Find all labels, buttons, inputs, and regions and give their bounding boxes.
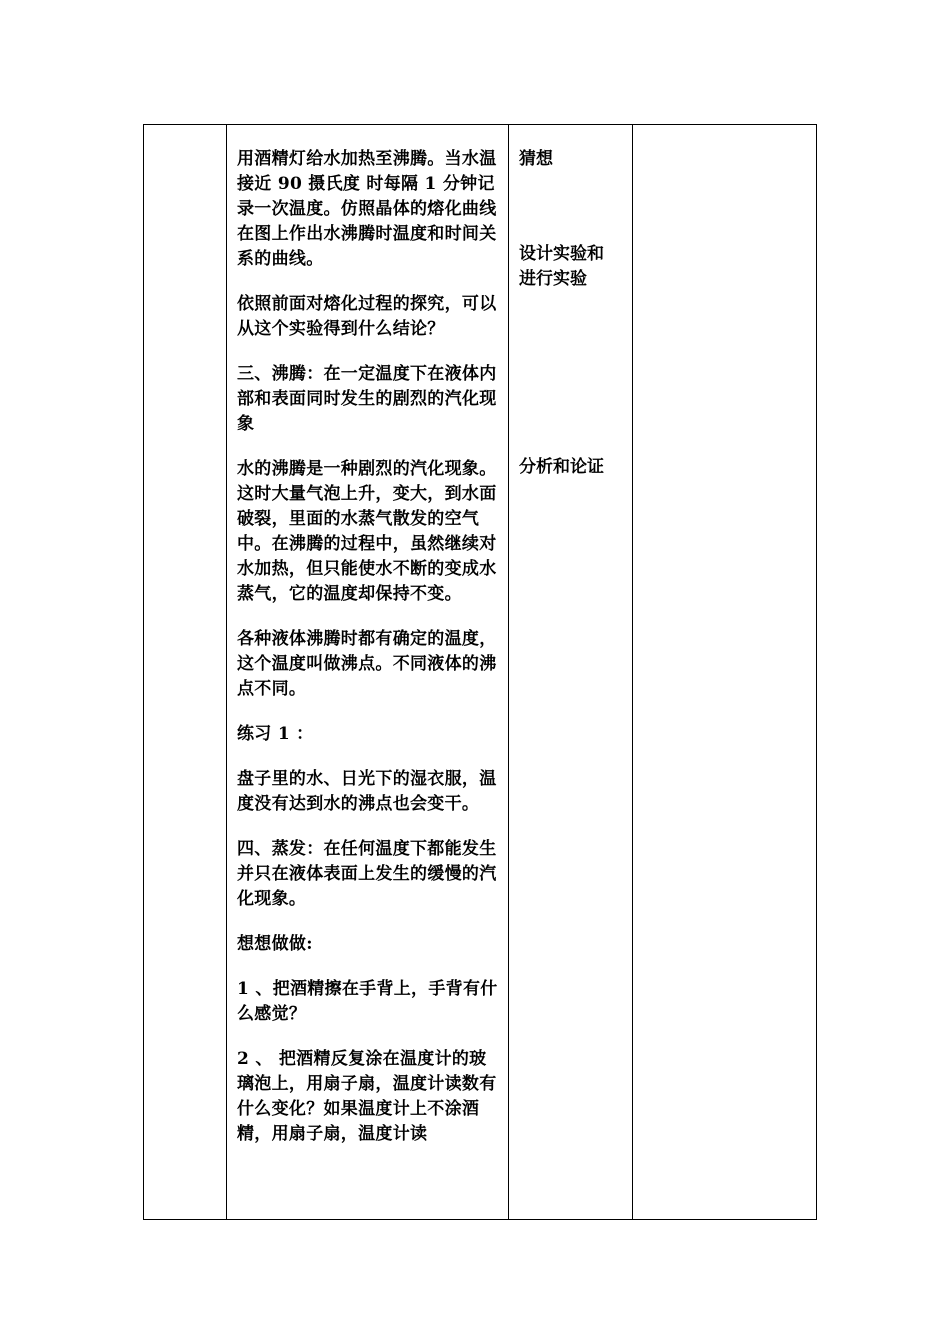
paragraph-conclusion-question: 依照前面对熔化过程的探究，可以从这个实验得到什么结论？ <box>237 294 497 339</box>
paragraph-try-it-2: 2 、 把酒精反复涂在温度计的玻璃泡上，用扇子扇，温度计读数有什么变化？如果温度计上不涂酒精，用扇子扇，温度计读 <box>237 1049 497 1144</box>
paragraph-try-it-1: 1 、把酒精擦在手背上，手背有什么感觉？ <box>237 979 498 1024</box>
blank-cell-right <box>633 125 817 1220</box>
paragraph-try-it-title: 想想做做: <box>237 934 313 954</box>
lesson-table <box>143 124 817 1220</box>
step-guess: 猜想 <box>519 149 553 169</box>
paragraph-boiling-point: 各种液体沸腾时都有确定的温度，这个温度叫做沸点。不同液体的沸点不同。 <box>237 629 497 699</box>
content-text <box>227 125 508 1217</box>
paragraph-boiling-experiment: 用酒精灯给水加热至沸腾。当水温接近 90 摄氏度 时每隔 1 分钟记录一次温度。仿照晶体的熔化曲线在图上作出水沸腾时温度和时间关系的曲线。 <box>237 149 497 269</box>
steps-column <box>509 125 632 1219</box>
blank-cell-left <box>144 125 227 1220</box>
step-analysis: 分析和论证 <box>519 457 604 477</box>
paragraph-exercise-title: 练习 1 ： <box>237 724 314 744</box>
paragraph-evaporation-definition: 四、蒸发：在任何温度下都能发生并只在液体表面上发生的缓慢的汽化现象。 <box>237 839 497 909</box>
paragraph-boiling-explanation: 水的沸腾是一种剧烈的汽化现象。这时大量气泡上升，变大，到水面破裂，里面的水蒸气散发的空气中。在沸腾的过程中，虽然继续对水加热，但只能使水不断的变成水蒸气，它的温度却保持不变。 <box>237 459 497 604</box>
steps-cell <box>509 125 633 1220</box>
step-design-experiment: 设计实验和 进行实验 <box>519 244 604 289</box>
content-cell <box>227 125 509 1220</box>
table-row <box>144 125 817 1220</box>
paragraph-boiling-definition: 三、沸腾：在一定温度下在液体内部和表面同时发生的剧烈的汽化现象 <box>237 364 497 434</box>
paragraph-exercise-text: 盘子里的水、日光下的湿衣服，温度没有达到水的沸点也会变干。 <box>237 769 497 814</box>
